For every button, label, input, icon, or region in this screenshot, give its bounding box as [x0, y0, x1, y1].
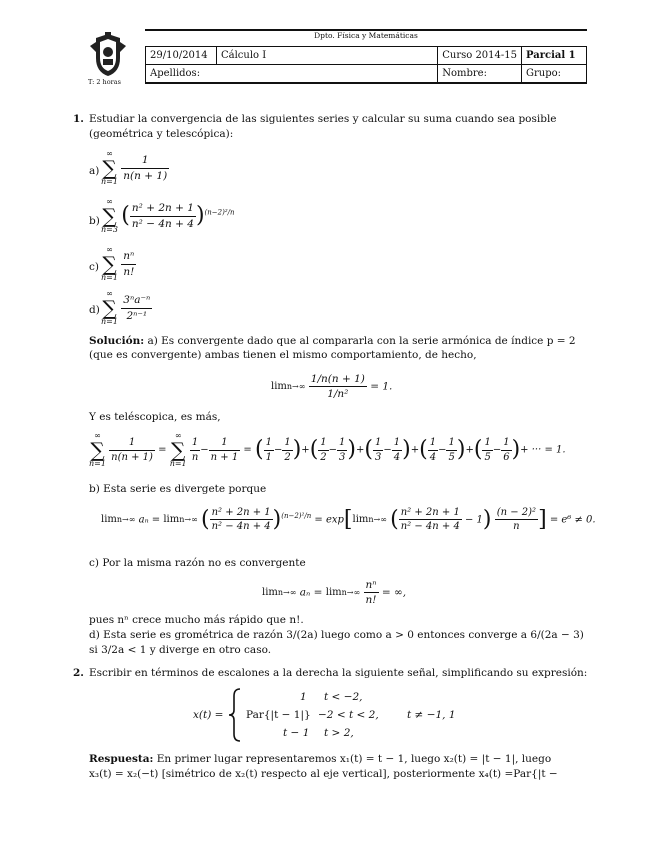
question-1-prompt-line2: (geométrica y telescópica):: [89, 128, 234, 140]
solution-a-text: [89, 334, 576, 348]
case-2-exception: t ≠ −1, 1: [407, 709, 456, 721]
series-d: ∞ ∑ n=1 $\frac{\text{3ⁿa⁻ⁿ}}{\text{2ⁿ⁻¹}}$: [101, 289, 151, 326]
case-1-value: 1: [300, 691, 307, 703]
case-2-condition: −2 < t < 2,: [318, 709, 379, 721]
solution-label: Solución:: [89, 335, 145, 347]
solution-b-text: b) Esta serie es divergete porque: [89, 483, 267, 495]
question-1-prompt-line1: Estudiar la convergencia de las siguientes series y calcular su suma cuando sea posible: [89, 113, 557, 125]
exam-header-table: [145, 46, 587, 84]
exam-duration: T: 2 horas: [88, 78, 121, 86]
solution-a-line2: (que es convergente) ambas tienen el mismo comportamiento, de hecho,: [89, 349, 477, 361]
item-c-label: c): [89, 261, 99, 273]
series-c: ∞ ∑ n=1 $\frac{\text{nⁿ}}{n!}$: [101, 245, 135, 282]
telescopic-intro: Y es teléscopica, es más,: [89, 411, 221, 423]
subject-name: Cálculo I: [217, 47, 438, 65]
limit-equation-b: limn→∞ aₙ = limn→∞ ( $\frac{\text{n² + 2n + 1}}{\text{n² − 4n + 4}}$ )$^{(n-2)^2/n}$ = exp[limn→∞ ( $\frac{\text{n² + 2n + 1}}{\text{n² − 4n + 4}}$ − 1) $\frac{\text{(n − 2)²}}{n}$ ] = e⁶ ≠ 0.: [101, 506, 596, 533]
limit-equation-c: limn→∞ aₙ = limn→∞ $\frac{\text{nⁿ}}{n!}$ = ∞,: [262, 579, 407, 607]
item-d-label: d): [89, 304, 100, 316]
answer-label: Respuesta:: [89, 753, 154, 765]
solution-c-conclusion: pues nⁿ crece mucho más rápido que n!.: [89, 614, 304, 626]
solution-a-line1: a) Es convergente dado que al compararla con la serie armónica de índice p = 2: [147, 335, 576, 347]
case-1-condition: t < −2,: [324, 691, 363, 703]
case-3-value: t − 1: [283, 727, 310, 739]
piecewise-lhs: x(t) =: [193, 709, 224, 721]
university-crest-logo: [88, 32, 128, 78]
solution-c-text: c) Por la misma razón no es convergente: [89, 557, 306, 569]
question-2-number: 2.: [73, 667, 84, 679]
exam-title: Parcial 1: [522, 47, 587, 65]
name-field[interactable]: Nombre:: [438, 65, 522, 84]
series-a: ∞ ∑ n=1 $\frac{1}{n(n + 1)}$: [101, 149, 168, 186]
surname-field[interactable]: Apellidos:: [146, 65, 438, 84]
series-b: ∞ ∑ n=3 ( $\frac{\text{n² + 2n + 1}}{\text{n² − 4n + 4}}$ )$^{(n-2)^2/n}$: [101, 197, 235, 234]
telescopic-sum-equation: ∞ ∑ n=1 $\frac{1}{n(n + 1)}$ = ∞ ∑ n=1 $\frac{1}{n}$ − $\frac{1}{n + 1}$ = ( $\frac{1}{1}$ − $\frac{1}{2}$ )+( $\frac{1}{2}$ − $\frac{1}{3}$ )+( $\frac{1}{3}$ − $\frac{1}{4}$ )+( $\frac{1}{4}$ − $\frac{1}{5}$ )+( $\frac{1}{5}$ − $\frac{1}{6}$ )+ ··· = 1.: [89, 431, 566, 468]
limit-equation-1: limn→∞ $\frac{1/n(n + 1)}{\text{1/n²}}$ = 1.: [271, 373, 393, 401]
case-2-value: Par{|t − 1|}: [246, 709, 311, 721]
course-year: Curso 2014-15: [438, 47, 522, 65]
group-field[interactable]: Grupo:: [522, 65, 587, 84]
item-b-label: b): [89, 215, 100, 227]
answer-line2: x₃(t) = x₂(−t) [simétrico de x₂(t) respecto al eje vertical], posteriormente x₄(t) =Par{|t −: [89, 768, 558, 780]
solution-d-line1: d) Esta serie es grométrica de razón 3/(2a) luego como a > 0 entonces converge a 6/(2a − 3): [89, 629, 584, 641]
question-2-prompt: Escribir en términos de escalones a la derecha la siguiente señal, simplificando su expresión:: [89, 667, 588, 679]
item-a-label: a): [89, 165, 100, 177]
exam-date: 29/10/2014: [146, 47, 217, 65]
question-1-number: 1.: [73, 113, 84, 125]
case-3-condition: t > 2,: [324, 727, 354, 739]
department-name: Dpto. Física y Matemáticas: [314, 31, 418, 40]
left-brace: [228, 688, 242, 742]
answer-text-1: En primer lugar representaremos x₁(t) = t − 1, luego x₂(t) = |t − 1|, luego: [156, 753, 552, 765]
solution-d-line2: si 3/2a < 1 y diverge en otro caso.: [89, 644, 272, 656]
answer-line1: [89, 752, 551, 766]
